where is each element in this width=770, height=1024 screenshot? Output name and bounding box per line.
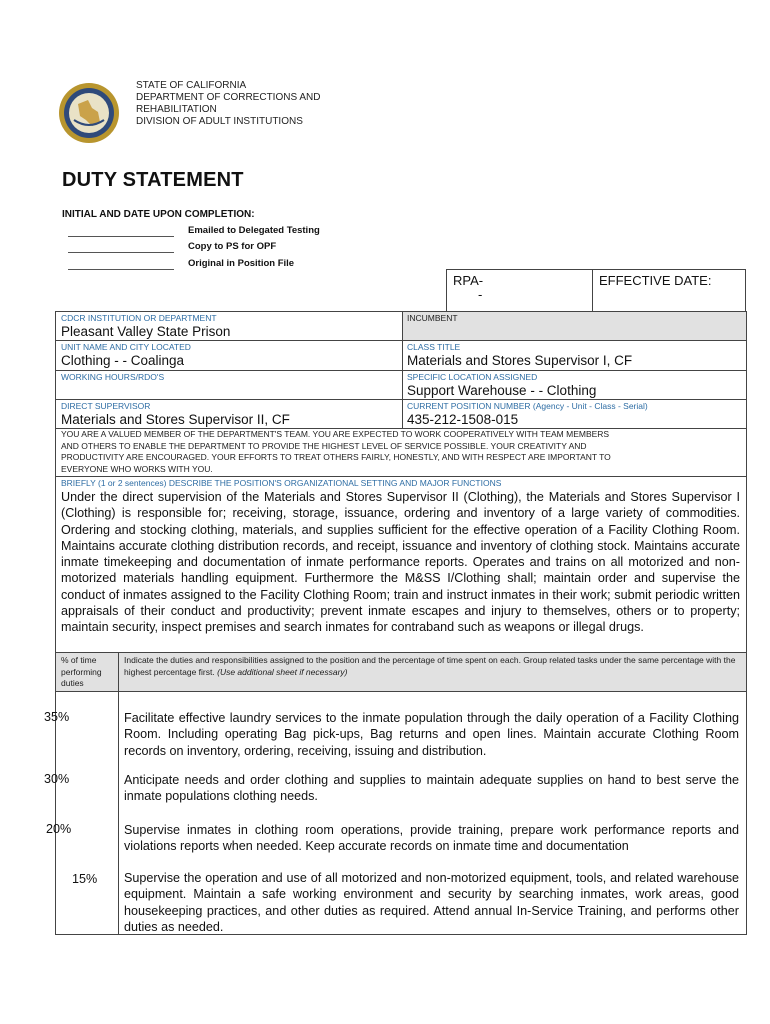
initial-heading: INITIAL AND DATE UPON COMPLETION: <box>62 209 255 220</box>
row-rule <box>55 399 747 400</box>
class-title-value[interactable]: Materials and Stores Supervisor I, CF <box>407 353 633 368</box>
initial-line-1[interactable] <box>68 236 174 237</box>
team-statement-line: AND OTHERS TO ENABLE THE DEPARTMENT TO PROVIDE THE HIGHEST LEVEL OF SERVICE POSSIBLE. YOUR CREATIVITY AND <box>61 440 587 451</box>
rpa-divider <box>592 269 593 312</box>
rpa-label: RPA- <box>453 273 484 288</box>
institution-label: CDCR INSTITUTION OR DEPARTMENT <box>61 313 217 323</box>
duty-description[interactable]: Supervise the operation and use of all motorized and non-motorized equipment, tools, and related warehouse equipment. Maintain a safe working environment and security by searching inmates, work areas, good housekeeping practices, and other duties as required. Attend annual In-Service Training, and performs other duties as needed. <box>124 871 739 935</box>
initial-item-2: Copy to PS for OPF <box>188 241 277 252</box>
location-value[interactable]: Support Warehouse - - Clothing <box>407 383 597 398</box>
percent-column-header: % of time performing duties <box>61 655 102 688</box>
agency-line: DIVISION OF ADULT INSTITUTIONS <box>136 116 303 127</box>
position-number-value[interactable]: 435-212-1508-015 <box>407 412 519 427</box>
incumbent-label: INCUMBENT <box>407 313 458 323</box>
duty-percent[interactable]: 20% <box>46 822 72 836</box>
unit-value[interactable]: Clothing - - Coalinga <box>61 353 185 368</box>
institution-value[interactable]: Pleasant Valley State Prison <box>61 324 231 339</box>
location-label: SPECIFIC LOCATION ASSIGNED <box>407 372 538 382</box>
agency-line: REHABILITATION <box>136 104 217 115</box>
row-rule <box>55 652 747 653</box>
cdcr-seal-icon <box>58 82 120 144</box>
page-title: DUTY STATEMENT <box>62 169 244 191</box>
row-rule <box>55 340 747 341</box>
supervisor-label: DIRECT SUPERVISOR <box>61 401 151 411</box>
duties-instructions: Indicate the duties and responsibilities assigned to the position and the percentage of time spent on each. Group related tasks under the same percentage with the highest percentage first. <box>124 655 736 677</box>
team-statement-line: PRODUCTIVITY ARE ENCOURAGED. YOUR EFFORTS TO TREAT OTHERS FAIRLY, HONESTLY, AND WITH RESPECT ARE IMPORTANT TO <box>61 452 611 462</box>
summary-label: BRIEFLY (1 or 2 sentences) DESCRIBE THE POSITION'S ORGANIZATIONAL SETTING AND MAJOR FUNCTIONS <box>61 478 502 488</box>
summary-text[interactable]: Under the direct supervision of the Materials and Stores Supervisor II (Clothing), the Materials and Stores Supervisor I (Clothing) is responsible for; receiving, storage, issuance, ordering and inventory of a large variety of commodities. Ordering and stocking clothing, materials, and supplies sufficient for the effective operation of a Facility Clothing Room. Maintains accurate clothing distribution records, and receipt, issuance and inventory of clothing stock. Maintains accurate inmate timekeeping and documentation of inmate performance reports. Operates and trains on all motorized and non-motorized materials handling equipment. Furthermore the M&SS I/Clothing shall; maintain order and supervise the conduct of inmates assigned to the Facility Clothing Room; train and instruct inmates in their work; submit periodic written appraisals of their conduct and productivity; prevent inmate escapes and injury to themselves, others or to property; maintain security, inspect premises and search inmates for contraband such as weapons or illegal drugs. <box>61 490 740 635</box>
row-rule <box>55 691 747 692</box>
initial-line-3[interactable] <box>68 269 174 270</box>
duty-description[interactable]: Anticipate needs and order clothing and supplies to maintain adequate supplies on hand to best serve the inmate populations clothing needs. <box>124 773 739 804</box>
initial-line-2[interactable] <box>68 252 174 253</box>
effective-date-label: EFFECTIVE DATE: <box>599 273 712 288</box>
team-statement-line: EVERYONE WHO WORKS WITH YOU. <box>61 463 213 474</box>
supervisor-value[interactable]: Materials and Stores Supervisor II, CF <box>61 412 290 427</box>
row-rule <box>55 370 747 371</box>
hours-label: WORKING HOURS/RDO'S <box>61 372 165 382</box>
class-title-label: CLASS TITLE <box>407 342 461 352</box>
duty-percent[interactable]: 30% <box>44 772 70 786</box>
agency-line: STATE OF CALIFORNIA <box>136 80 247 91</box>
initial-item-1: Emailed to Delegated Testing <box>188 225 320 236</box>
unit-label: UNIT NAME AND CITY LOCATED <box>61 342 191 352</box>
duty-percent[interactable]: 35% <box>44 710 70 724</box>
duties-divider <box>118 652 119 935</box>
duty-description[interactable]: Supervise inmates in clothing room operations, provide training, prepare work performance reports and violations reports when needed. Keep accurate records on inmate time and documentation <box>124 823 739 854</box>
duty-description[interactable]: Facilitate effective laundry services to the inmate population through the daily operation of a Facility Clothing Room. Including operating Bag pick-ups, Bag returns and open lines. Maintain accurate Clothing Room records on inventory, ordering, receiving, issuing and distribution. <box>124 711 739 758</box>
duty-percent[interactable]: 15% <box>72 872 98 886</box>
rpa-value[interactable]: - <box>478 287 483 302</box>
row-rule <box>55 476 747 477</box>
team-statement <box>61 429 741 475</box>
agency-header <box>136 80 320 128</box>
initial-item-3: Original in Position File <box>188 258 295 269</box>
team-statement-line: YOU ARE A VALUED MEMBER OF THE DEPARTMENT'S TEAM. YOU ARE EXPECTED TO WORK COOPERATIVELY WITH TEAM MEMBERS <box>61 429 610 439</box>
agency-line: DEPARTMENT OF CORRECTIONS AND <box>136 92 321 103</box>
duties-column-header <box>124 655 740 678</box>
position-number-label: CURRENT POSITION NUMBER (Agency - Unit - Class - Serial) <box>407 401 648 411</box>
duties-instructions-note: (Use additional sheet if necessary) <box>217 666 348 677</box>
